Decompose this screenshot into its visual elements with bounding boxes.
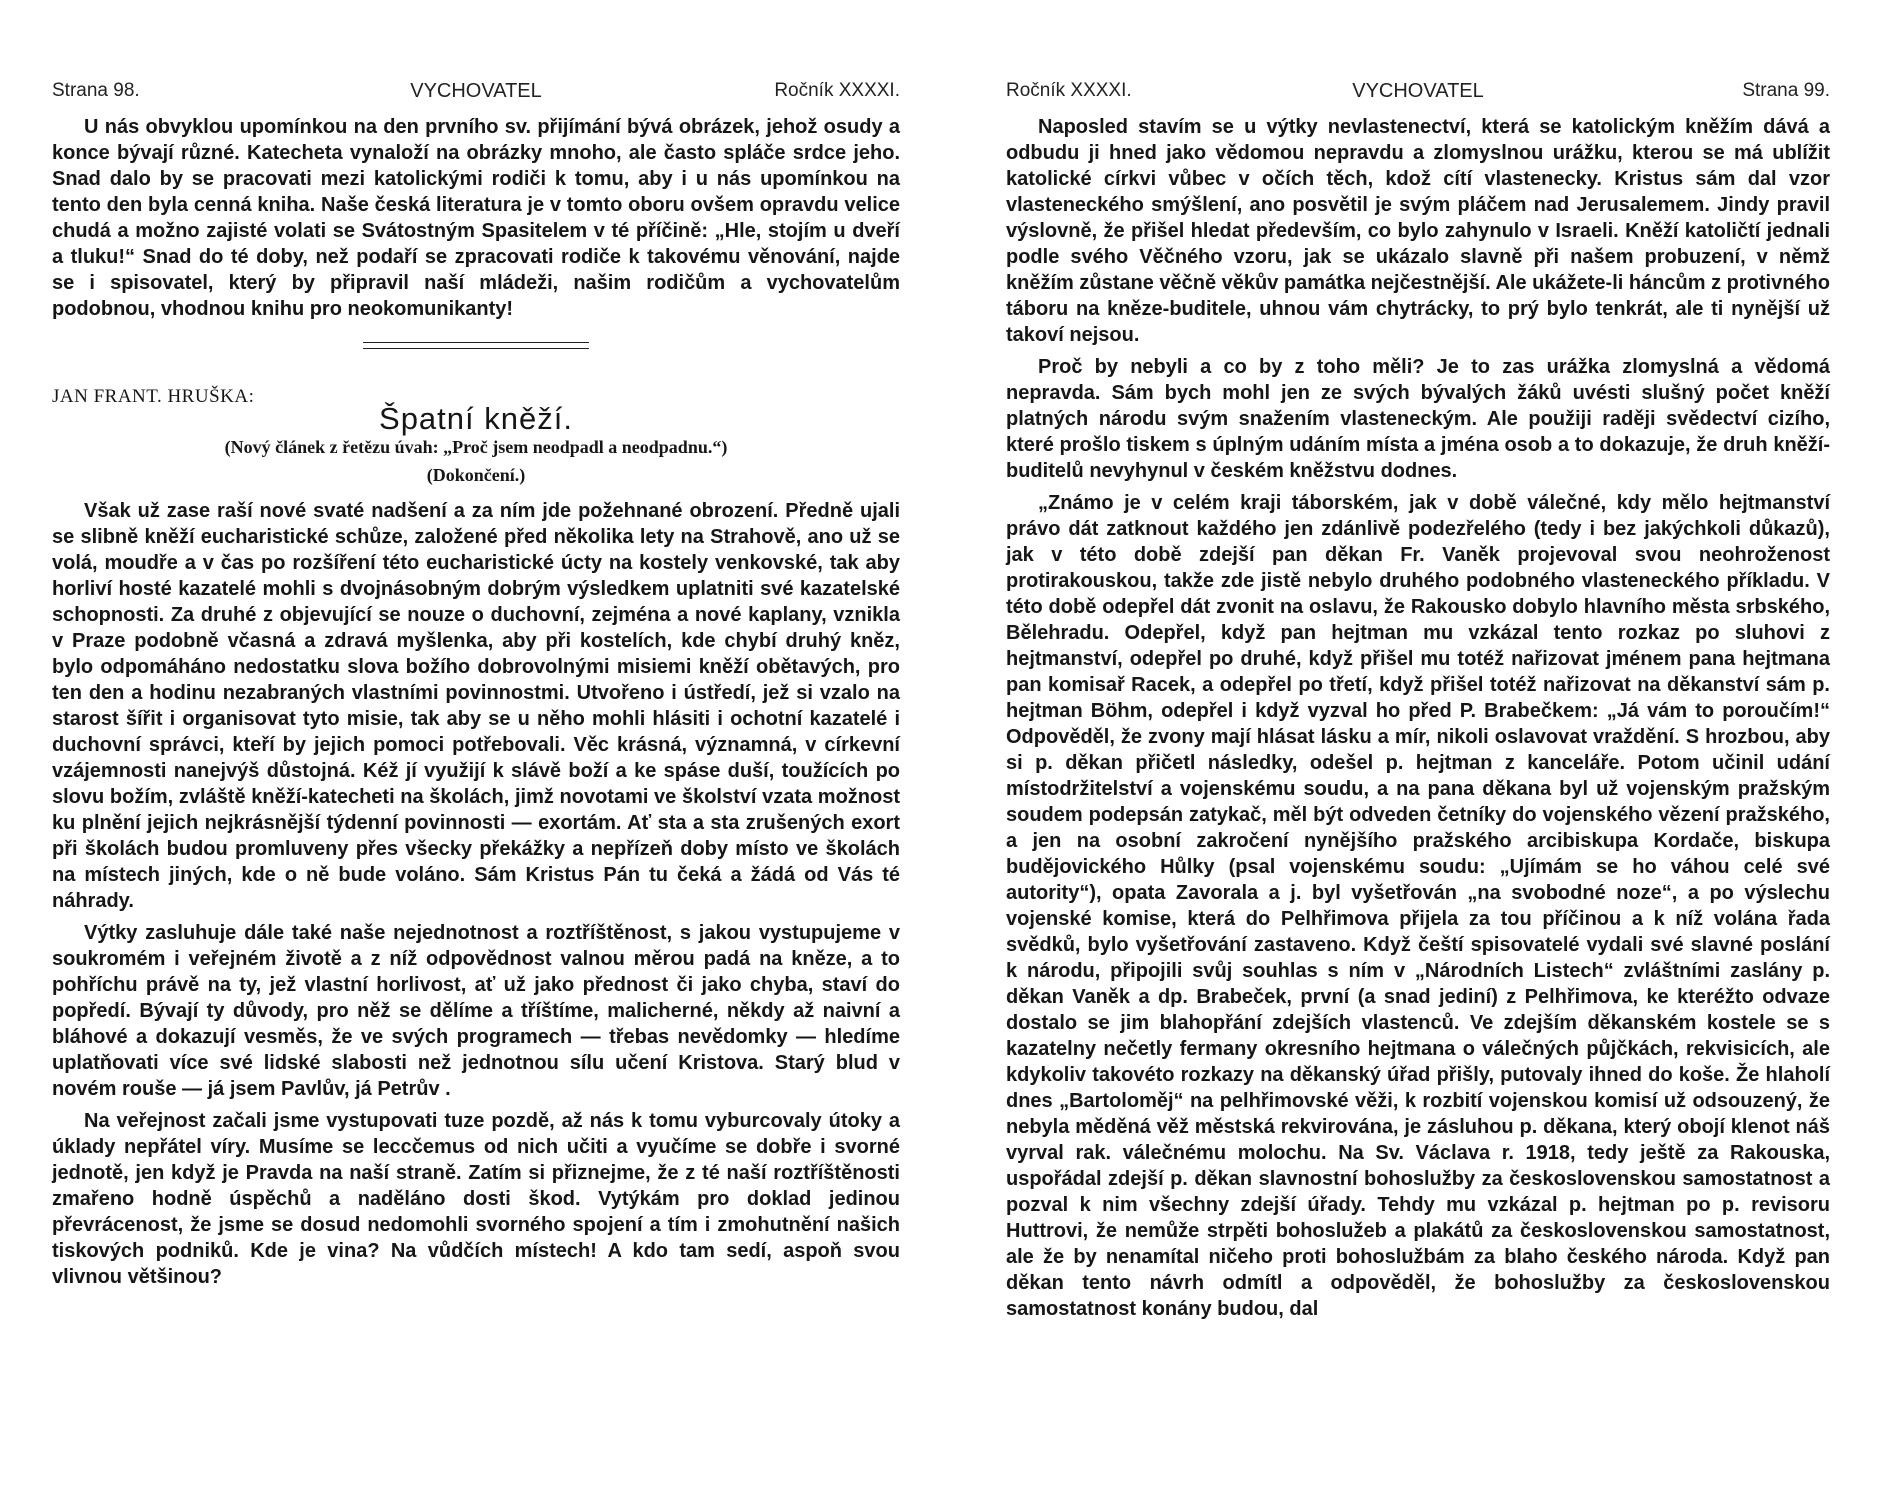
volume-label: Ročník XXXXI. (774, 80, 900, 101)
volume-label: Ročník XXXXI. (1006, 80, 1132, 101)
paragraph: Naposled stavím se u výtky nevlastenectví, která se katolickým kněžím dává a odbudu ji hned jako vědomou nepravdu a zlomyslnou urážku, kterou se má ublížit katolické církvi vůbec v očích těch, kdož cítí vlastenecky. Kristus sám dal vzor vlasteneckého smýšlení, ano posvětil je svým pláčem nad Jerusalemem. Jindy pravil výslovně, že přišel hledat především, co bylo zahynulo v Israeli. Kněží katoličtí jednali podle svého Věčného vzoru, jak se ukázalo slavně při našem probuzení, v němž kněžím zůstane věčně věkův památka nejčestnější. Ale ukážete-li háncům z protivného táboru na kněze-buditele, uhnou vám chytrácky, to prý bylo tenkrát, ale ti nynější už takoví nejsou. (1006, 116, 1830, 346)
paragraph: „Známo je v celém kraji táborském, jak v době válečné, kdy mělo hejtmanství právo dát zatknout každého jen zdánlivě podezřelého (tedy i bez jakýchkoli důkazů), jak v této době zdejší pan děkan Fr. Vaněk projevoval svou neohroženost protirakouskou, takže zde jistě nebylo druhého podobného vlasteneckého příkladu. V této době odepřel dát zvonit na oslavu, že Rakousko dobylo hlavního města srbského, Bělehradu. Odepřel, když pan hejtman mu vzkázal tento rozkaz po sluhovi z hejtmanství, odepřel po druhé, když přišel mu totéž nařizovat jménem pana hejtmana pan komisař Racek, a odepřel po třetí, když přišel totéž nařizovat na děkanství sám p. hejtman Böhm, odepřel i když vyzval ho před P. Brabečkem: „Já vám to poroučím!“ Odpověděl, že zvony mají hlásat lásku a mír, nikoli oslavovat vraždění. S hrozbou, aby si p. děkan přičetl následky, odešel p. hejtman z kanceláře. Potom učinil udání místodržitelství a vojenskému soudu, a na pana děkana byl už vojenským pražským soudem podepsán zatykač, měl být odveden četníky do vojenského vězení pražského, a jen na osobní zakročení nynějšího pražského arcibiskupa Kordače, biskupa budějovického Hůlky (psal vojenskému soudu: „Ujímám se ho váhou celé své autority“), opata Zavorala a j. byl vyšetřován „na svobodné noze“, a po výslechu vojenské komise, která do Pelhřimova přijela za tou příčinou a k níž volána řada svědků, bylo vyšetřování zastaveno. Když čeští spisovatelé vydali své slavné poslání k národu, připojili svůj souhlas s ním v „Národních Listech“ zvláštními zaslány p. děkan Vaněk a dp. Brabeček, první (a snad jediní) z Pelhřimova, ke kteréžto odvaze dostalo se jim blahopřání zdejších vlastenců. Ve zdejším děkanském kostele se s kazatelny nečetly fermany okresního hejtmana o válečných půjčkách, rekvisicích, ale kdykoliv takovéto rozkazy na děkanský úřad přišly, putovaly ihned do koše. Že hlaholí dnes „Bartoloměj“ na pelhřimovské věži, k rozbití vojenskou komisí už odsouzený, že nebyla měděná věž městská rekvirována, je zásluhou p. děkana, který obojí klenot náš vyrval rak. válečnému molochu. Na Sv. Václava r. 1918, tedy ještě za Rakouska, uspořádal zdejší p. děkan slavnostní bohoslužby za československou samostatnost a pozval k nim všechny zdejší úřady. Tehdy mu vzkázal p. hejtman po p. revisoru Huttrovi, že nemůže strpěti bohoslužeb a plakátů za československou samostatnost, ale že by nenamítal ničeho proti bohoslužbám za blaho českého národa. Když pan děkan tento návrh odmítl a odpověděl, že bohoslužby za československou samostatnost konány budou, dal (1006, 492, 1830, 1320)
right-page (940, 0, 1880, 1500)
journal-title: VYCHOVATEL (410, 80, 542, 102)
paragraph: Na veřejnost začali jsme vystupovati tuze pozdě, až nás k tomu vyburcovaly útoky a úklady nepřátel víry. Musíme se leccčemus od nich učiti a vyučíme se dobře i svorné jednotě, jen když je Pravda na naší straně. Zatím si přiznejme, že z té naší roztříštěnosti zmařeno hodně úspěchů a naděláno dosti škod. Vytýkám pro doklad jedinou převrácenost, že jsme se dosud nedomohli svorného spojení a tím i zmohutnění našich tiskových podniků. Kde je vina? Na vůdčích místech! A kdo tam sedí, aspoň svou vlivnou většinou? (52, 1110, 900, 1288)
article-title: Špatní kněží. (379, 401, 573, 436)
article-author: JAN FRANT. HRUŠKA: (52, 386, 255, 407)
page-number: Strana 99. (1742, 80, 1830, 101)
page-number: Strana 98. (52, 80, 140, 101)
running-header (1006, 80, 1830, 114)
journal-title: VYCHOVATEL (1352, 80, 1484, 102)
right-body (1006, 114, 1830, 1322)
section-divider (363, 342, 589, 354)
article-continuation: (Dokončení.) (426, 465, 526, 485)
running-header (52, 80, 900, 114)
left-body (52, 114, 900, 1290)
intro-paragraph: U nás obvyklou upomínkou na den prvního sv. přijímání bývá obrázek, jehož osudy a konce bývají různé. Katecheta vynaloží na obrázky mnoho, ale často spláče srdce jeho. Snad dalo by se pracovati mezi katolickými rodiči k tomu, aby i u nás upomínkou na tento den byla cenná kniha. Naše česká literatura je v tomto oboru ovšem opravdu velice chudá a možno zajisté volati se Svátostným Spasitelem v té příčině: „Hle, stojím u dveří a tluku!“ Snad do té doby, než podaří se zpracovati rodiče k takovému věnování, najde se i spisovatel, který by připravil naší mládeži, našim rodičům a vychovatelům podobnou, vhodnou knihu pro neokomunikanty! (52, 116, 900, 320)
paragraph: Výtky zasluhuje dále také naše nejednotnost a roztříštěnost, s jakou vystupujeme v soukromém i veřejném životě a z níž odpovědnost valnou měrou padá na kněze, a to pohříchu právě na ty, jež vlastní horlivost, ať už jako přednost či jako chyba, staví do popředí. Bývají ty důvody, pro něž se dělíme a tříštíme, malicherné, někdy až naivní a bláhové a dokazují vesměs, že ve svých programech — třebas nevědomky — hledíme uplatňovati více své lidské slabosti než jednotnou sílu učení Kristova. Starý blud v novém rouše — já jsem Pavlův, já Petrův . (52, 922, 900, 1100)
paragraph: Proč by nebyli a co by z toho měli? Je to zas urážka zlomyslná a vědomá nepravda. Sám bych mohl jen ze svých bývalých žáků uvésti slušný počet kněží platných národu svým snažením vlasteneckým. Ale použiji raději svědectví cizího, které prošlo tiskem s úplným udáním místa a jména osob a to dokazuje, že druh kněží-buditelů nevyhynul v českém kněžstvu dodnes. (1006, 356, 1830, 482)
article-subtitle: (Nový článek z řetězu úvah: „Proč jsem neodpadl a neodpadnu.“) (224, 437, 728, 457)
paragraph: Však už zase raší nové svaté nadšení a za ním jde požehnané obrození. Předně ujali se slibně kněží eucharistické schůze, založené před několika lety na Strahově, ano už se volá, moudře a v čas po rozšíření této eucharistické úcty na kostely venkovské, tak aby horliví hosté kazatelé mohli s dvojnásobným dobrým výsledkem uplatniti své kazatelské schopnosti. Za druhé z objevující se nouze o duchovní, zejména a nové kaplany, vznikla v Praze podobně včasná a zdravá myšlenka, aby při kostelích, kde chybí druhý kněz, bylo odpomáháno nedostatku slova božího dobrovolnými misiemi kněží obětavých, pro ten den a hodinu nezabraných vlastními povinnostmi. Utvořeno i ústředí, jež si vzalo na starost šířit i organisovat tyto misie, tak aby se u něho mohli hlásiti i ochotní kazatelé i duchovní správci, kteří by jejich pomoci potřebovali. Věc krásná, významná, v církevní vzájemnosti nanejvýš důstojná. Kéž jí využijí k slávě boží a ke spáse duší, toužících po slovu božím, zvláště kněží-katecheti na školách, jimž novotami ve školství vzata možnost ku plnění jejich nejkrásnější týdenní povinnosti — exortám. Ať sta a sta zrušených exort při školách budou promluveny přes všecky překážky a nepřízeň doby místo ve školách na místech jiných, kde o ně bude voláno. Sám Kristus Pán tu čeká a žádá od Vás té náhrady. (52, 500, 900, 912)
